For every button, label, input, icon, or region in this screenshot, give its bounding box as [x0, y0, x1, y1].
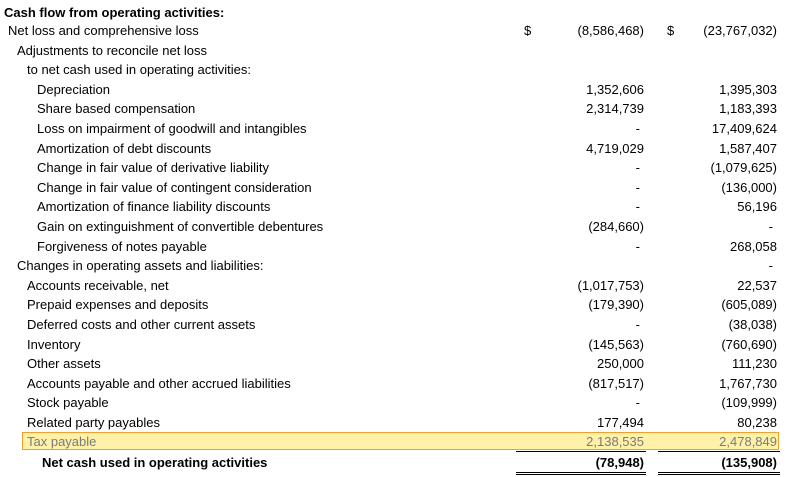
- value-col-1: 1,352,606: [586, 81, 644, 97]
- table-row: [0, 99, 812, 119]
- value-col-1: 177,494: [597, 415, 644, 430]
- total-row: [0, 453, 812, 473]
- value-col-2: 111,230: [731, 356, 777, 372]
- value-col-2: (109,999): [721, 395, 777, 411]
- row-label: Other assets: [27, 356, 101, 372]
- table-row: [0, 139, 812, 159]
- value-col-1: (8,586,468): [577, 23, 644, 38]
- row-label: Accounts payable and other accrued liabilities: [27, 375, 291, 391]
- value-col-1: -: [635, 317, 640, 332]
- value-col-2: 1,183,393: [719, 101, 777, 117]
- value-col-1: (817,517): [588, 375, 644, 391]
- value-col-2: (136,000): [721, 179, 777, 195]
- value-col-1: 2,314,739: [586, 101, 644, 117]
- value-col-1: (284,660): [588, 219, 644, 234]
- row-label: Loss on impairment of goodwill and intangibles: [37, 121, 307, 136]
- value-col-2: 268,058: [730, 238, 777, 254]
- row-label: Forgiveness of notes payable: [37, 238, 207, 254]
- total-double-rule: [516, 472, 646, 473]
- table-row: [0, 315, 812, 335]
- section-header: Cash flow from operating activities:: [4, 5, 225, 20]
- value-col-2: 1,767,730: [719, 375, 777, 391]
- table-row: [0, 276, 812, 296]
- table-row: [0, 21, 812, 41]
- value-col-1: (1,017,753): [577, 277, 644, 293]
- value-col-2: -: [768, 219, 773, 234]
- value-col-2: 2,478,849: [719, 434, 777, 449]
- value-col-1: -: [635, 395, 640, 411]
- table-row: [0, 217, 812, 237]
- total-double-rule: [658, 474, 780, 475]
- table-row: [0, 80, 812, 100]
- table-row: [0, 295, 812, 315]
- value-col-2: (605,089): [721, 297, 777, 313]
- table-row: [0, 393, 812, 413]
- value-col-1: 2,138,535: [586, 434, 644, 449]
- currency-symbol: $: [667, 23, 675, 38]
- value-col-2: 1,395,303: [719, 81, 777, 97]
- total-double-rule: [516, 474, 646, 475]
- row-label: Change in fair value of derivative liability: [37, 160, 269, 176]
- total-value-col-2: (135,908): [721, 455, 777, 470]
- row-label: Gain on extinguishment of convertible debentures: [37, 219, 324, 234]
- table-row: [0, 413, 812, 433]
- row-label: Inventory: [27, 336, 81, 352]
- row-label: Stock payable: [27, 395, 109, 411]
- table-row: [0, 256, 812, 276]
- value-col-1: (145,563): [588, 336, 644, 352]
- row-label: Tax payable: [27, 434, 97, 449]
- value-col-2: (38,038): [728, 317, 777, 332]
- row-label: Adjustments to reconcile net loss: [17, 42, 208, 58]
- value-col-2: (1,079,625): [710, 160, 777, 176]
- row-label: Amortization of debt discounts: [37, 140, 212, 156]
- row-label: Accounts receivable, net: [27, 277, 169, 293]
- value-col-2: 56,196: [737, 199, 777, 215]
- value-col-2: 1,587,407: [719, 140, 777, 156]
- value-col-1: -: [635, 238, 640, 254]
- total-double-rule: [658, 472, 780, 473]
- row-label: Deferred costs and other current assets: [27, 317, 256, 332]
- total-value-col-1: (78,948): [595, 455, 644, 470]
- table-row: [0, 374, 812, 394]
- table-row: [0, 354, 812, 374]
- value-col-1: -: [635, 121, 640, 136]
- value-col-2: 80,238: [737, 415, 777, 430]
- row-label: Related party payables: [27, 415, 160, 430]
- row-label: to net cash used in operating activities:: [27, 62, 252, 78]
- table-row: [0, 41, 812, 61]
- value-col-2: 22,537: [737, 277, 777, 293]
- row-label: Share based compensation: [37, 101, 196, 117]
- value-col-1: -: [635, 179, 640, 195]
- total-rule-top: [658, 451, 780, 452]
- table-row: [0, 178, 812, 198]
- table-row: [0, 60, 812, 80]
- value-col-2: 17,409,624: [711, 121, 777, 136]
- table-row: [0, 335, 812, 355]
- row-label: Changes in operating assets and liabilities:: [17, 258, 264, 274]
- value-col-1: -: [635, 160, 640, 176]
- row-label: Prepaid expenses and deposits: [27, 297, 209, 313]
- value-col-2: -: [768, 258, 773, 274]
- row-label: Net loss and comprehensive loss: [8, 23, 199, 38]
- total-rule-top: [516, 451, 646, 452]
- row-label: Change in fair value of contingent consideration: [37, 179, 312, 195]
- table-row: [0, 197, 812, 217]
- value-col-2: (23,767,032): [703, 23, 777, 38]
- value-col-2: (760,690): [721, 336, 777, 352]
- table-row: [0, 237, 812, 257]
- table-row: [0, 158, 812, 178]
- total-label: Net cash used in operating activities: [42, 455, 268, 470]
- value-col-1: 250,000: [597, 356, 644, 372]
- table-row: [0, 119, 812, 139]
- row-label: Depreciation: [37, 81, 110, 97]
- table-row-highlighted: [0, 432, 812, 452]
- section-header-row: [0, 3, 812, 23]
- value-col-1: (179,390): [588, 297, 644, 313]
- value-col-1: -: [635, 199, 640, 215]
- value-col-1: 4,719,029: [586, 140, 644, 156]
- row-label: Amortization of finance liability discounts: [37, 199, 271, 215]
- currency-symbol: $: [524, 23, 532, 38]
